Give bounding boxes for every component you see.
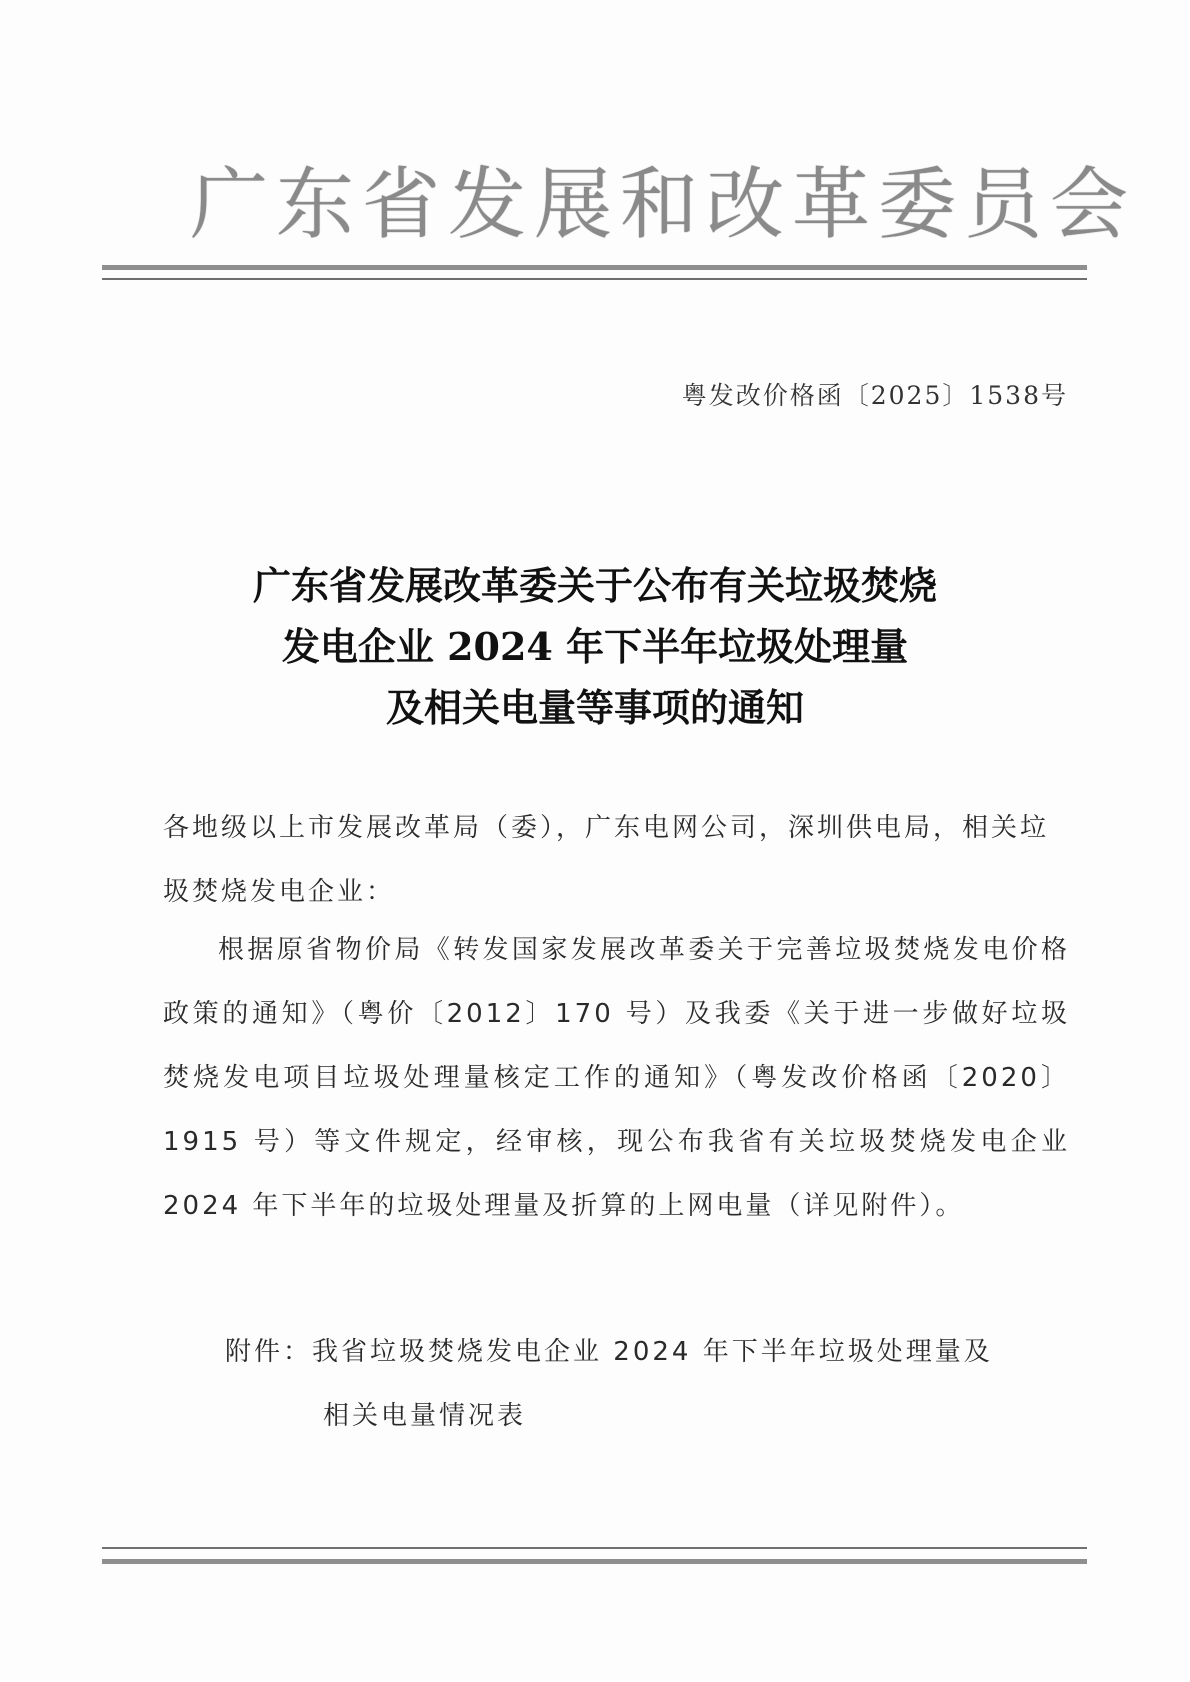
header-rule-thick	[102, 265, 1087, 270]
attachment-line-2: 相关电量情况表	[323, 1401, 527, 1431]
body-paragraph: 根据原省物价局《转发国家发展改革委关于完善垃圾焚烧发电价格政策的通知》（粤价〔2012〕170 号）及我委《关于进一步做好垃圾焚烧发电项目垃圾处理量核定工作的通知》（粤发改价格函〔2020〕1915 号）等文件规定，经审核，现公布我省有关垃圾焚烧发电企业 2024 年下半年的垃圾处理量及折算的上网电量（详见附件）。	[163, 935, 1070, 1221]
footer-rule-thin	[102, 1547, 1087, 1549]
footer-rule-thick	[102, 1559, 1087, 1564]
header-rule-thin	[102, 278, 1087, 280]
organization-header: 广东省发展和改革委员会	[190, 160, 1137, 250]
document-number: 粤发改价格函〔2025〕1538号	[681, 381, 1068, 410]
title-line-1: 广东省发展改革委关于公布有关垃圾焚烧	[252, 563, 937, 608]
attachment-note	[225, 1320, 1065, 1448]
title-line-3: 及相关电量等事项的通知	[385, 685, 804, 730]
addressee: 各地级以上市发展改革局（委），广东电网公司，深圳供电局，相关垃圾焚烧发电企业：	[163, 813, 1050, 907]
title-line-2: 发电企业 2024 年下半年垃圾处理量	[281, 624, 909, 669]
attachment-line-1: 我省垃圾焚烧发电企业 2024 年下半年垃圾处理量及	[312, 1337, 993, 1367]
document-title	[160, 555, 1030, 738]
attachment-label: 附件：	[225, 1337, 313, 1367]
